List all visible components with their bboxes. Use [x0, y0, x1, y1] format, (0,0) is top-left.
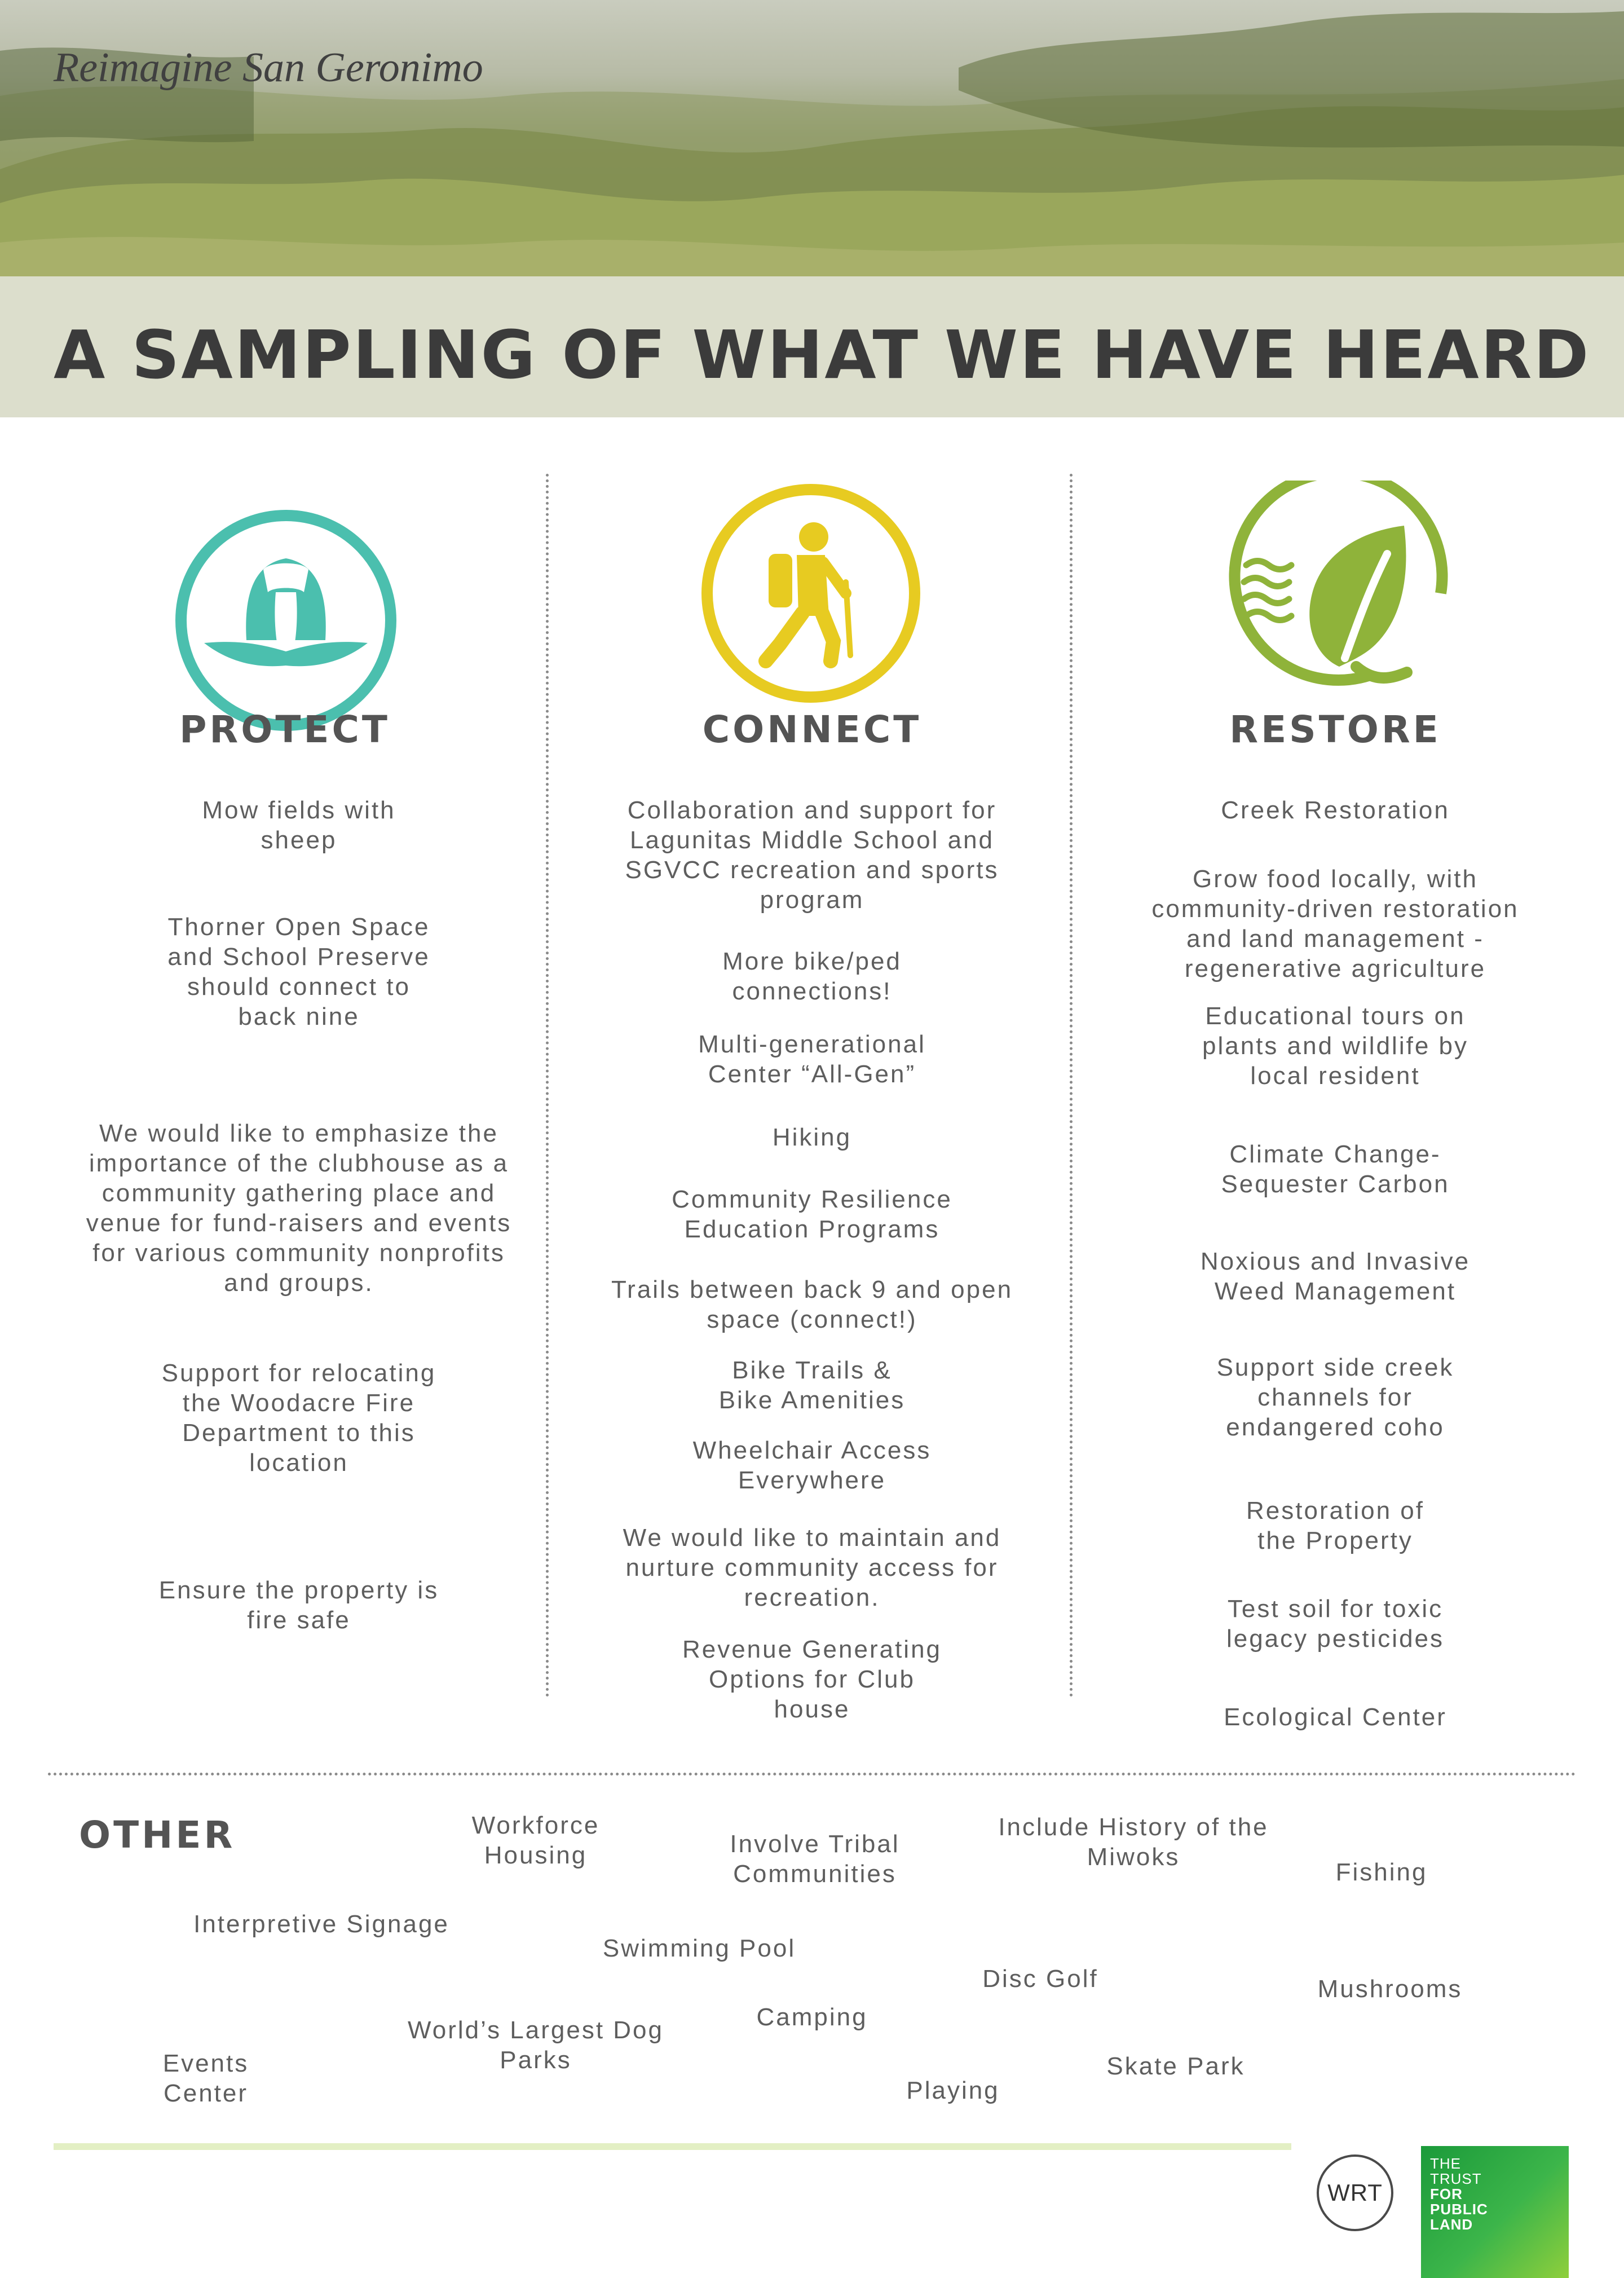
protect-item: Support for relocating the Woodacre Fire Department to this location	[161, 1359, 436, 1477]
protect-item: Mow fields with sheep	[202, 796, 396, 854]
leaf-water-icon	[1224, 481, 1449, 706]
other-item: Skate Park	[1106, 2052, 1245, 2080]
connect-item: Multi-generational Center “All-Gen”	[698, 1030, 926, 1088]
connect-item: We would like to maintain and nurture community access for recreation.	[623, 1524, 1001, 1611]
restore-item: Support side creek channels for endangered coho	[1216, 1354, 1454, 1441]
other-item: Mushrooms	[1317, 1975, 1463, 2003]
connect-item: Community Resilience Education Programs	[672, 1186, 952, 1243]
tpl-logo-line: LAND	[1430, 2216, 1473, 2233]
trust-for-public-land-logo	[1421, 2146, 1569, 2278]
other-item: Involve Tribal Communities	[730, 1830, 900, 1888]
connect-item: Revenue Generating Options for Club house	[682, 1636, 942, 1723]
connect-item: Wheelchair Access Everywhere	[692, 1437, 932, 1494]
connect-item: Bike Trails & Bike Amenities	[718, 1356, 906, 1414]
restore-item: Noxious and Invasive Weed Management	[1200, 1248, 1471, 1305]
connect-item: Hiking	[772, 1123, 852, 1151]
firefighter-helmet-icon	[173, 508, 399, 733]
column-title-protect: PROTECT	[179, 708, 390, 751]
page-title: A SAMPLING OF WHAT WE HAVE HEARD	[54, 316, 1591, 394]
other-item: Workforce Housing	[471, 1812, 600, 1869]
restore-item: Restoration of the Property	[1246, 1497, 1424, 1554]
column-title-connect: CONNECT	[702, 708, 922, 751]
connect-item: Collaboration and support for Lagunitas Middle School and SGVCC recreation and sports program	[625, 796, 999, 914]
other-item: Disc Golf	[982, 1965, 1098, 1993]
restore-item: Creek Restoration	[1221, 796, 1450, 824]
column-divider	[546, 474, 549, 1698]
other-item: Interpretive Signage	[193, 1910, 449, 1938]
other-item: Camping	[756, 2003, 868, 2031]
wrt-logo: WRT	[1317, 2154, 1393, 2231]
section-divider	[48, 1773, 1576, 1775]
brand-title: Reimagine San Geronimo	[54, 45, 483, 91]
protect-item: Ensure the property is fire safe	[158, 1576, 439, 1634]
column-title-restore: RESTORE	[1229, 708, 1441, 751]
tpl-logo-line: THE	[1430, 2155, 1461, 2172]
protect-item: We would like to emphasize the importance of the clubhouse as a community gathering place and venue for fund-raisers and events for various community nonprofits and groups.	[86, 1120, 512, 1297]
other-item: Events Center	[162, 2050, 249, 2107]
other-item: World’s Largest Dog Parks	[407, 2016, 664, 2074]
restore-item: Climate Change- Sequester Carbon	[1221, 1140, 1450, 1198]
tpl-logo-line: FOR	[1430, 2186, 1463, 2202]
footer-rule	[54, 2143, 1291, 2150]
column-divider	[1070, 474, 1073, 1698]
other-item: Swimming Pool	[602, 1935, 796, 1962]
other-item: Include History of the Miwoks	[998, 1813, 1269, 1871]
tpl-logo-line: PUBLIC	[1430, 2201, 1488, 2218]
restore-item: Educational tours on plants and wildlife by local resident	[1202, 1002, 1468, 1090]
other-item: Playing	[906, 2077, 1000, 2104]
other-item: Fishing	[1335, 1858, 1428, 1886]
tpl-logo-line: TRUST	[1430, 2170, 1482, 2187]
connect-item: Trails between back 9 and open space (connect!)	[611, 1276, 1013, 1333]
protect-item: Thorner Open Space and School Preserve should connect to back nine	[167, 913, 430, 1030]
connect-item: More bike/ped connections!	[722, 948, 902, 1005]
restore-item: Grow food locally, with community-driven restoration and land management - regenerative agriculture	[1151, 865, 1519, 982]
other-title: OTHER	[79, 1813, 236, 1857]
restore-item: Ecological Center	[1224, 1703, 1447, 1731]
restore-item: Test soil for toxic legacy pesticides	[1226, 1595, 1445, 1653]
hiker-icon	[698, 481, 924, 706]
